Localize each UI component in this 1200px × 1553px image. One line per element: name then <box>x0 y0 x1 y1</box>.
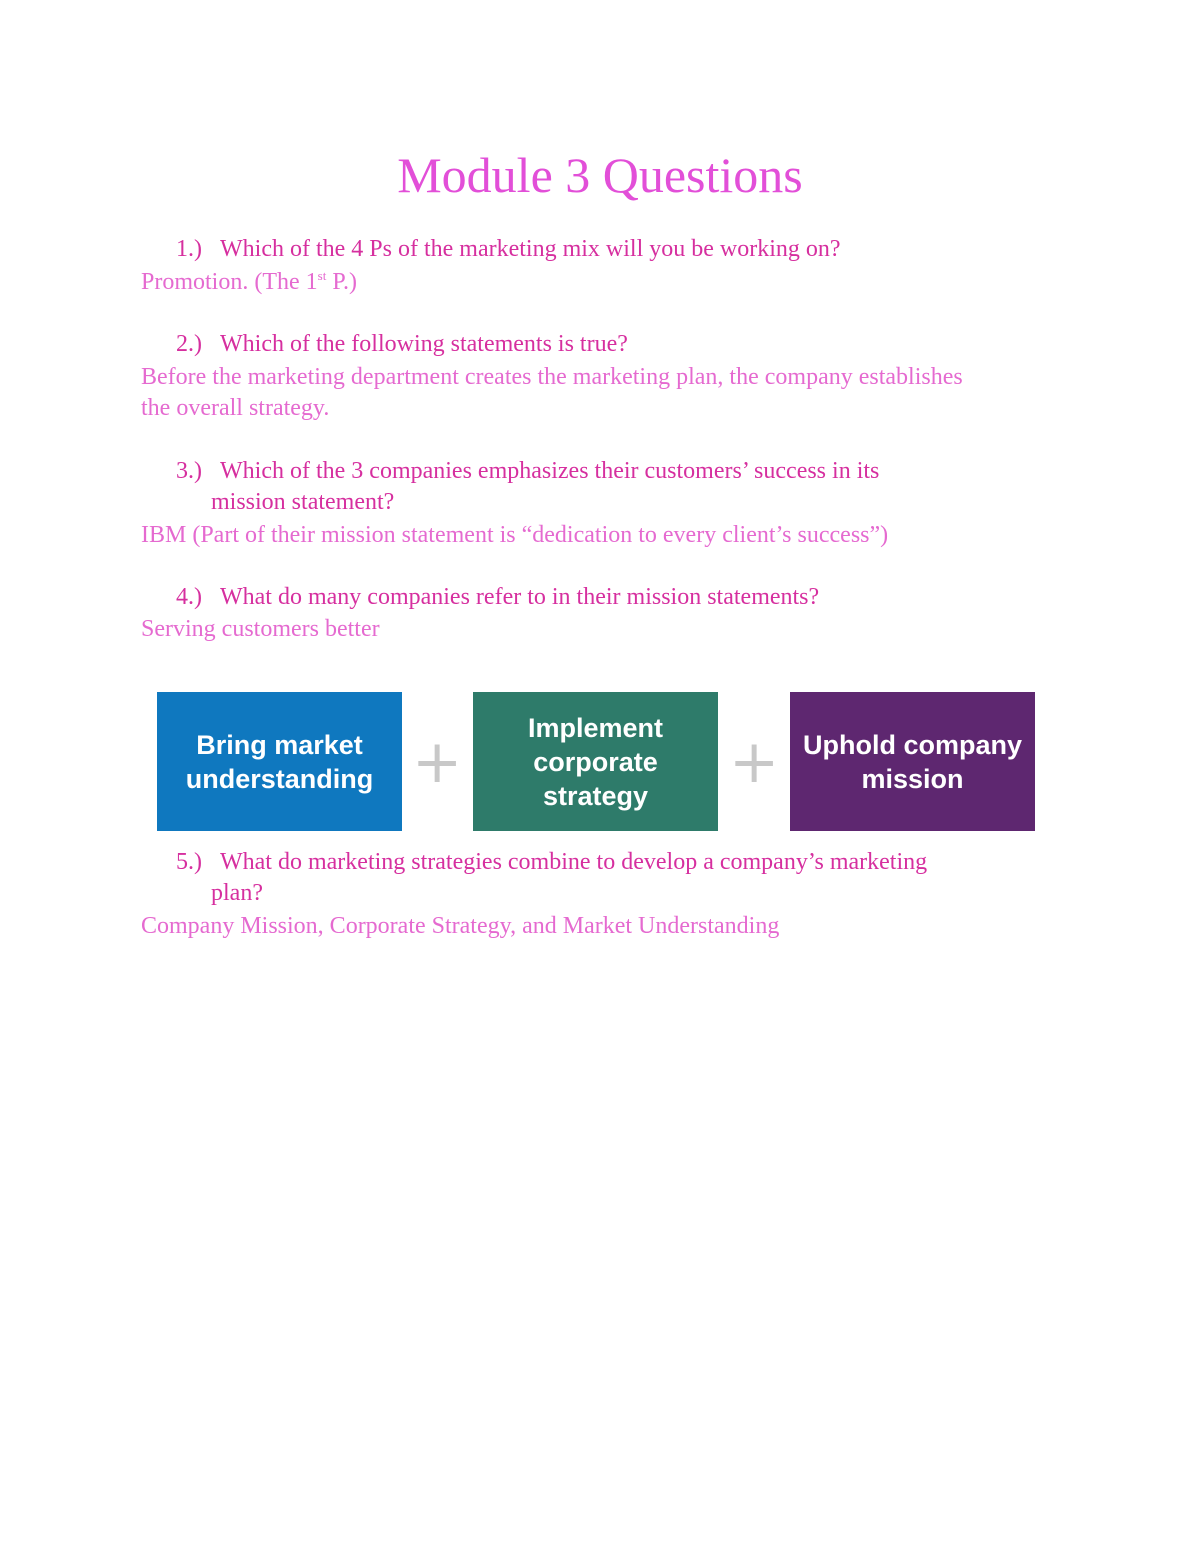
answer-1 <box>141 267 1041 298</box>
answer-5: Company Mission, Corporate Strategy, and Market Understanding <box>141 913 780 939</box>
question-number: 4.) <box>176 584 202 610</box>
question-number: 3.) <box>176 458 202 484</box>
question-text: What do many companies refer to in their mission statements? <box>220 584 820 610</box>
question-text: What do marketing strategies combine to develop a company’s marketing <box>220 849 928 875</box>
question-number: 2.) <box>176 331 202 357</box>
plus-icon: + <box>412 727 463 797</box>
question-2 <box>176 329 1056 360</box>
answer-3: IBM (Part of their mission statement is “dedication to every client’s success”) <box>141 522 889 548</box>
answer-text-post: P.) <box>326 269 358 295</box>
diagram-box-market-understanding: Bring market understanding <box>157 692 402 831</box>
answer-superscript: st <box>317 268 327 283</box>
question-3 <box>176 456 1056 518</box>
page-title: Module 3 Questions <box>397 147 803 203</box>
diagram-box-company-mission: Uphold company mission <box>790 692 1035 831</box>
diagram-box-corporate-strategy: Implement corporate strategy <box>473 692 718 831</box>
question-text: Which of the following statements is true? <box>220 331 628 357</box>
question-4 <box>176 582 1056 613</box>
plus-icon: + <box>729 727 780 797</box>
question-text: Which of the 3 companies emphasizes their customers’ success in its <box>220 458 880 484</box>
question-1 <box>176 234 1056 265</box>
question-5 <box>176 847 1056 909</box>
answer-text-pre: Promotion. (The 1 <box>141 269 318 295</box>
question-text-continued: mission statement? <box>211 489 395 515</box>
answer-4: Serving customers better <box>141 616 380 642</box>
question-number: 1.) <box>176 236 202 262</box>
question-text-continued: plan? <box>211 880 263 906</box>
question-number: 5.) <box>176 849 202 875</box>
answer-2: Before the marketing department creates the marketing plan, the company establishes the overall strategy. <box>141 364 963 421</box>
question-text: Which of the 4 Ps of the marketing mix will you be working on? <box>220 236 841 262</box>
